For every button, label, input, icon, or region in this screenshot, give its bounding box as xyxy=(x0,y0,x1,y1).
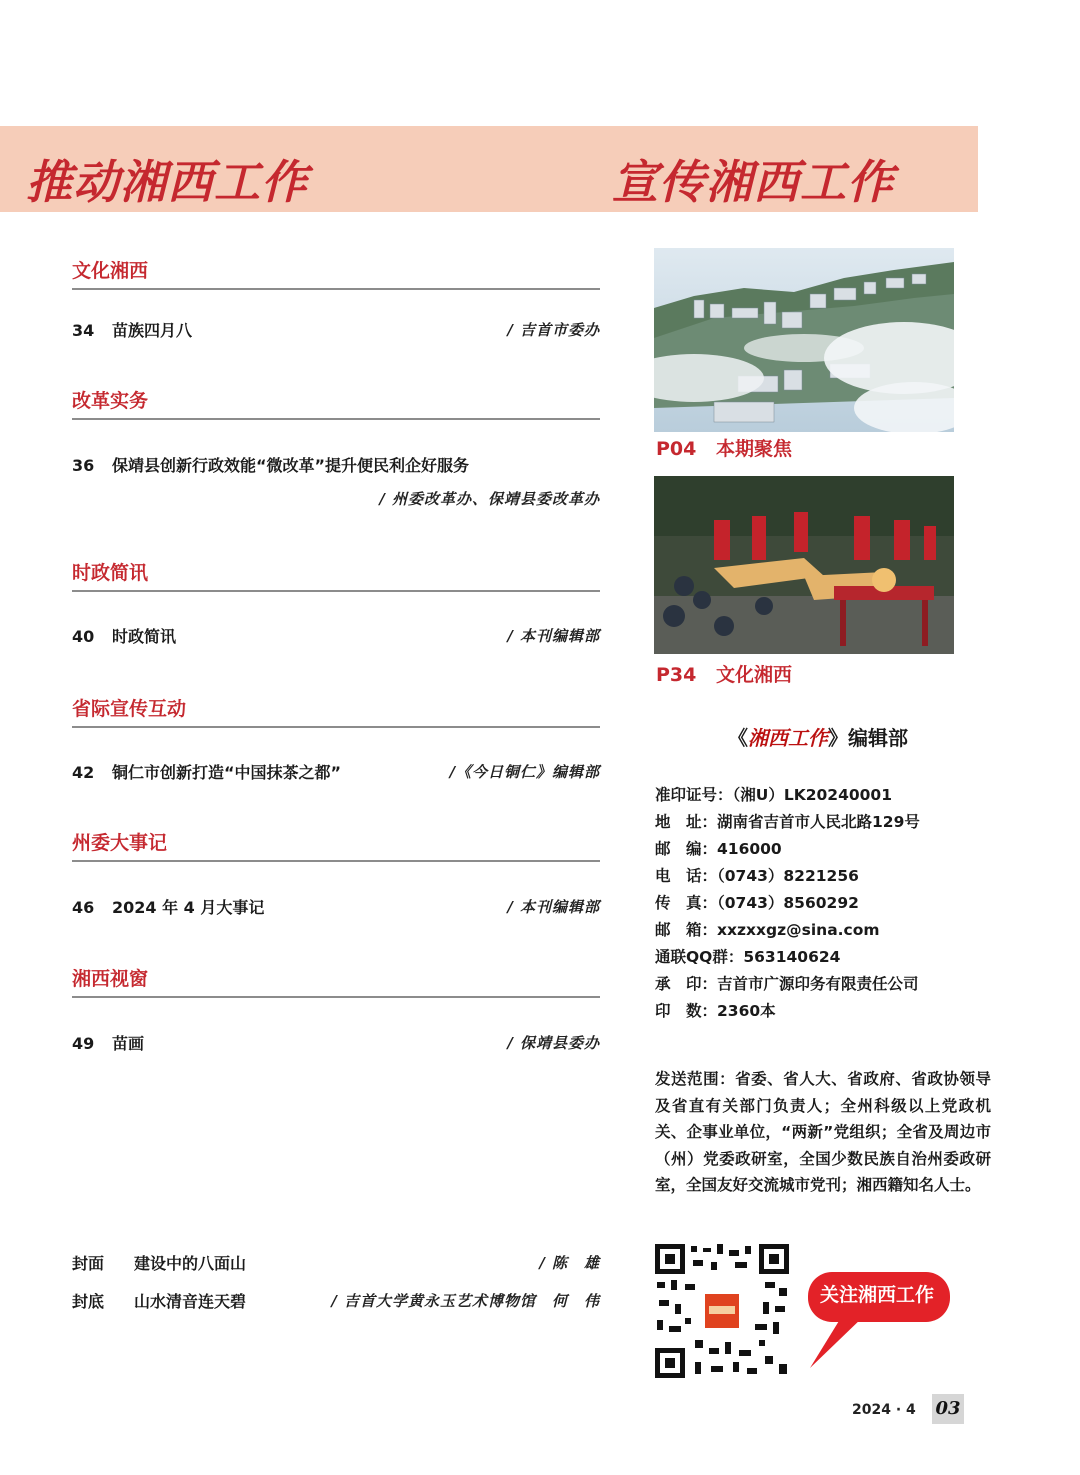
info-print-run: 印 数：2360本 xyxy=(655,1002,776,1020)
section-heading-reform: 改革实务 xyxy=(72,386,600,420)
highlight-page: P34 xyxy=(656,664,697,686)
back-cover-author: / 吉首大学黄永玉艺术博物馆 何 伟 xyxy=(331,1292,600,1310)
festival-photo[interactable] xyxy=(654,476,954,654)
qr-code[interactable] xyxy=(655,1244,789,1378)
magazine-logo: 湘西工作 xyxy=(748,726,828,750)
toc-entry[interactable] xyxy=(72,453,600,476)
entry-page-number: 49 xyxy=(72,1034,95,1053)
entry-author: / 州委改革办、保靖县委改革办 xyxy=(379,490,600,508)
info-postcode: 邮 编：416000 xyxy=(655,840,782,858)
entry-title: 时政简讯 xyxy=(112,627,177,646)
entry-author: / 吉首市委办 xyxy=(507,321,600,339)
entry-title: 2024 年 4 月大事记 xyxy=(112,898,265,917)
entry-author: / 保靖县委办 xyxy=(507,1034,600,1052)
cover-credit: 封面 建设中的八面山 xyxy=(72,1254,247,1273)
entry-page-number: 36 xyxy=(72,456,95,475)
info-email[interactable]: 邮 箱：xxzxxgz@sina.com xyxy=(655,921,880,939)
entry-page-number: 46 xyxy=(72,898,95,917)
entry-author: / 本刊编辑部 xyxy=(507,898,600,916)
editorial-department-title: 《湘西工作》编辑部 xyxy=(728,726,908,750)
entry-author: /《今日铜仁》编辑部 xyxy=(449,763,600,781)
cover-author: / 陈 雄 xyxy=(539,1254,600,1272)
issue-date: 2024 · 4 xyxy=(852,1402,916,1418)
info-qq-group: 通联QQ群：563140624 xyxy=(655,948,841,966)
banner-right-title: 宣传湘西工作 xyxy=(612,155,894,209)
info-printer: 承 印：吉首市广源印务有限责任公司 xyxy=(655,975,919,993)
cityscape-photo[interactable] xyxy=(654,248,954,432)
info-fax: 传 真：（0743）8560292 xyxy=(655,894,859,912)
entry-page-number: 34 xyxy=(72,321,95,340)
section-heading-news: 时政简讯 xyxy=(72,558,600,592)
highlight-caption[interactable] xyxy=(656,660,792,687)
section-heading-window: 湘西视窗 xyxy=(72,964,600,998)
highlight-caption[interactable] xyxy=(656,434,792,461)
back-cover-credit: 封底 山水清音连天碧 xyxy=(72,1292,247,1311)
entry-title: 铜仁市创新打造“中国抹茶之都” xyxy=(112,763,342,782)
entry-title: 保靖县创新行政效能“微改革”提升便民利企好服务 xyxy=(112,456,470,475)
section-heading-culture: 文化湘西 xyxy=(72,256,600,290)
banner-left-title: 推动湘西工作 xyxy=(26,155,308,209)
distribution-scope: 发送范围：省委、省人大、省政府、省政协领导及省直有关部门负责人；全州科级以上党政机关、企事业单位，“两新”党组织；全省及周边市（州）党委政研室，全国少数民族自治州委政研室，全国友好交流城市党刊；湘西籍知名人士。 xyxy=(655,1070,991,1194)
section-heading-chronicle: 州委大事记 xyxy=(72,828,600,862)
info-address: 地 址：湖南省吉首市人民北路129号 xyxy=(655,813,920,831)
highlight-label: 文化湘西 xyxy=(716,664,793,686)
section-heading-interprovincial: 省际宣传互动 xyxy=(72,694,600,728)
info-permit: 准印证号：（湘U）LK20240001 xyxy=(655,786,893,804)
follow-label[interactable]: 关注湘西工作 xyxy=(819,1284,934,1306)
entry-page-number: 42 xyxy=(72,763,95,782)
entry-page-number: 40 xyxy=(72,627,95,646)
page-number: 03 xyxy=(932,1394,964,1424)
info-phone: 电 话：（0743）8221256 xyxy=(655,867,859,885)
entry-title: 苗画 xyxy=(112,1034,145,1053)
entry-title: 苗族四月八 xyxy=(112,321,193,340)
highlight-page: P04 xyxy=(656,438,697,460)
highlight-label: 本期聚焦 xyxy=(716,438,793,460)
entry-author: / 本刊编辑部 xyxy=(507,627,600,645)
